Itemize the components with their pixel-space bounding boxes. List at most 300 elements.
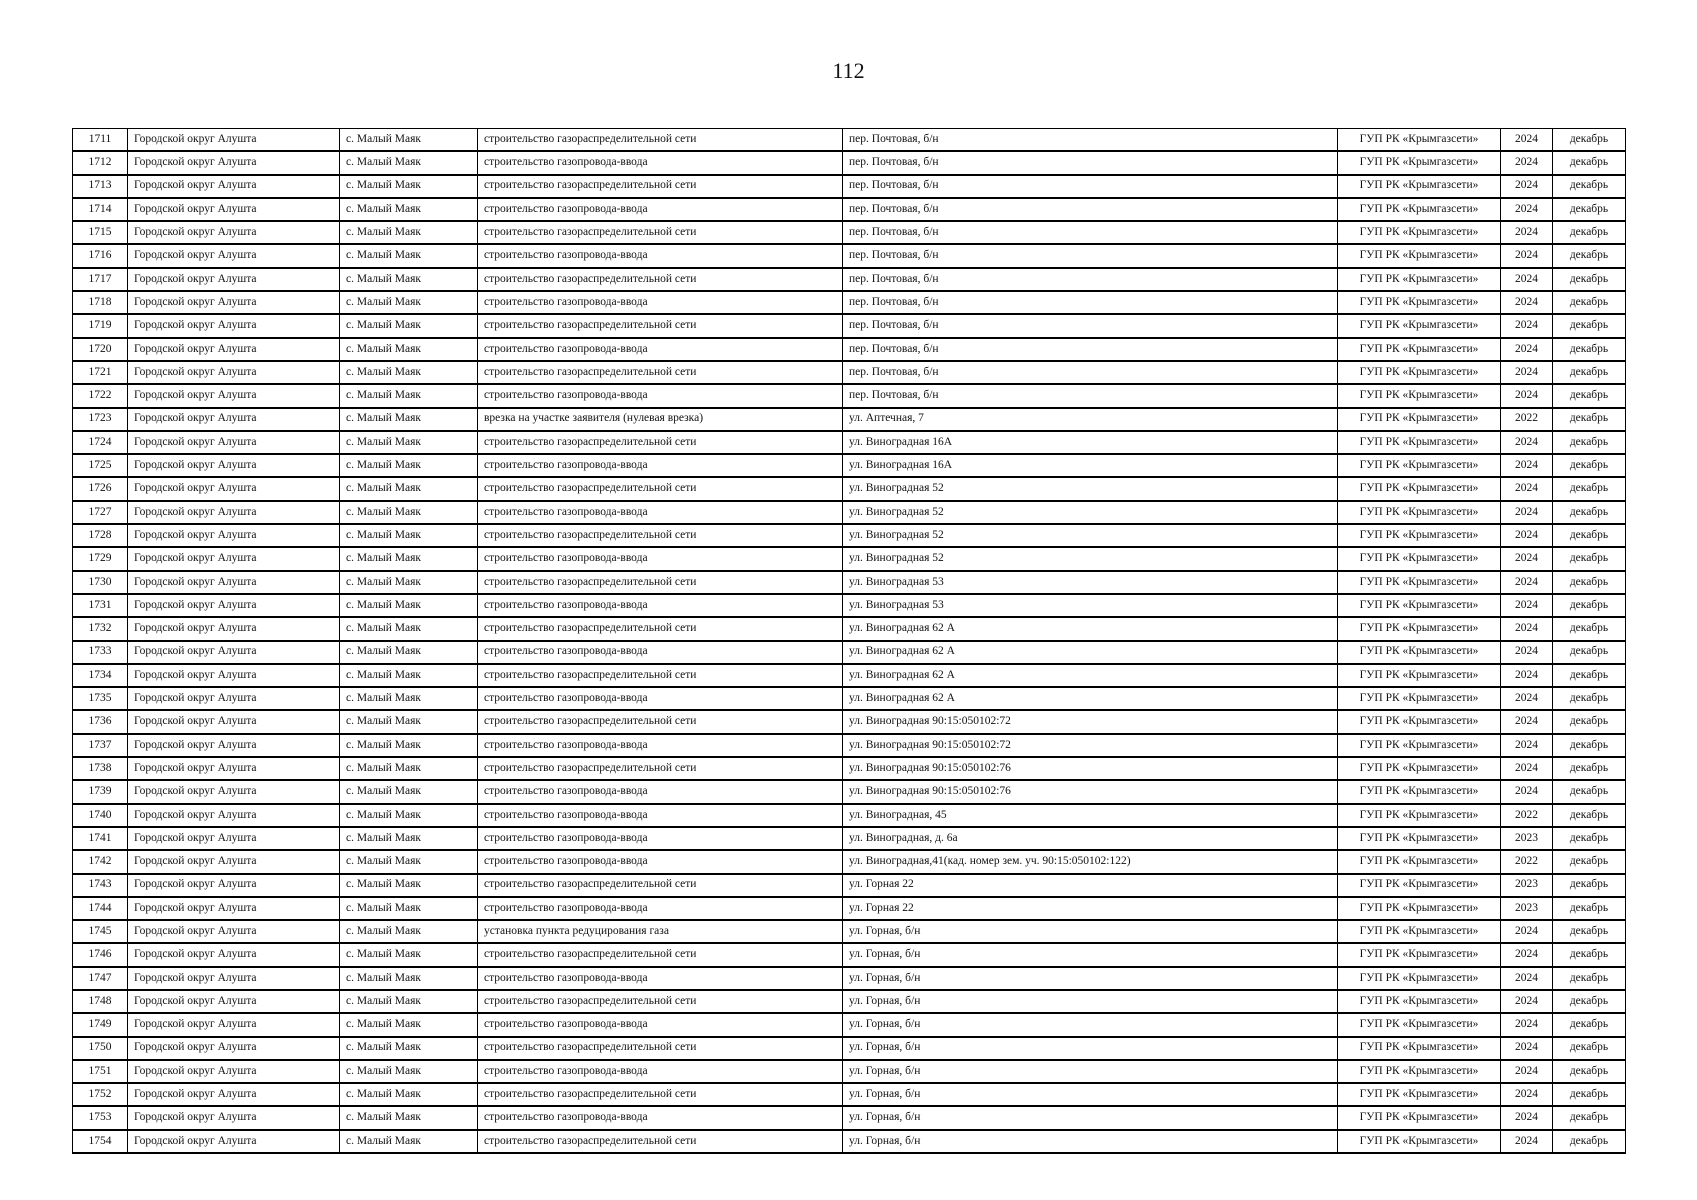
table-row xyxy=(73,757,1626,780)
table-row xyxy=(73,408,1626,431)
cell-work-type: строительство газопровода-ввода xyxy=(478,1060,843,1083)
cell-settlement: с. Малый Маяк xyxy=(340,1060,478,1083)
cell-municipality: Городской округ Алушта xyxy=(128,780,340,803)
cell-work-type: строительство газораспределительной сети xyxy=(478,431,843,454)
table-row xyxy=(73,594,1626,617)
cell-municipality: Городской округ Алушта xyxy=(128,198,340,221)
table-row xyxy=(73,524,1626,547)
cell-row-number: 1729 xyxy=(73,547,128,570)
table-row xyxy=(73,804,1626,827)
cell-year: 2024 xyxy=(1501,617,1553,640)
table-row xyxy=(73,734,1626,757)
cell-address: ул. Виноградная 62 А xyxy=(843,641,1338,664)
table-row xyxy=(73,244,1626,267)
cell-settlement: с. Малый Маяк xyxy=(340,501,478,524)
cell-month: декабрь xyxy=(1553,1083,1626,1106)
cell-row-number: 1742 xyxy=(73,850,128,873)
cell-organization: ГУП РК «Крымгазсети» xyxy=(1338,967,1501,990)
cell-year: 2024 xyxy=(1501,757,1553,780)
cell-row-number: 1713 xyxy=(73,175,128,198)
cell-work-type: строительство газопровода-ввода xyxy=(478,827,843,850)
cell-municipality: Городской округ Алушта xyxy=(128,431,340,454)
cell-municipality: Городской округ Алушта xyxy=(128,757,340,780)
cell-municipality: Городской округ Алушта xyxy=(128,920,340,943)
cell-settlement: с. Малый Маяк xyxy=(340,874,478,897)
cell-organization: ГУП РК «Крымгазсети» xyxy=(1338,175,1501,198)
cell-year: 2024 xyxy=(1501,338,1553,361)
cell-year: 2022 xyxy=(1501,804,1553,827)
cell-organization: ГУП РК «Крымгазсети» xyxy=(1338,547,1501,570)
cell-row-number: 1724 xyxy=(73,431,128,454)
cell-month: декабрь xyxy=(1553,1060,1626,1083)
table-row xyxy=(73,501,1626,524)
cell-settlement: с. Малый Маяк xyxy=(340,314,478,337)
cell-row-number: 1717 xyxy=(73,268,128,291)
cell-organization: ГУП РК «Крымгазсети» xyxy=(1338,1037,1501,1060)
cell-organization: ГУП РК «Крымгазсети» xyxy=(1338,710,1501,733)
cell-address: ул. Горная, б/н xyxy=(843,1130,1338,1153)
table-row xyxy=(73,827,1626,850)
cell-month: декабрь xyxy=(1553,687,1626,710)
cell-work-type: строительство газопровода-ввода xyxy=(478,780,843,803)
cell-organization: ГУП РК «Крымгазсети» xyxy=(1338,338,1501,361)
cell-row-number: 1746 xyxy=(73,943,128,966)
cell-address: ул. Горная, б/н xyxy=(843,1106,1338,1129)
cell-address: ул. Виноградная 53 xyxy=(843,571,1338,594)
cell-address: ул. Горная, б/н xyxy=(843,920,1338,943)
cell-month: декабрь xyxy=(1553,943,1626,966)
cell-year: 2024 xyxy=(1501,361,1553,384)
cell-settlement: с. Малый Маяк xyxy=(340,967,478,990)
cell-municipality: Городской округ Алушта xyxy=(128,874,340,897)
cell-row-number: 1730 xyxy=(73,571,128,594)
cell-month: декабрь xyxy=(1553,757,1626,780)
cell-work-type: строительство газораспределительной сети xyxy=(478,664,843,687)
cell-settlement: с. Малый Маяк xyxy=(340,1083,478,1106)
cell-row-number: 1735 xyxy=(73,687,128,710)
table-row xyxy=(73,454,1626,477)
cell-organization: ГУП РК «Крымгазсети» xyxy=(1338,314,1501,337)
cell-month: декабрь xyxy=(1553,850,1626,873)
registry-body xyxy=(73,129,1626,1154)
cell-work-type: строительство газопровода-ввода xyxy=(478,454,843,477)
cell-row-number: 1739 xyxy=(73,780,128,803)
cell-month: декабрь xyxy=(1553,221,1626,244)
cell-organization: ГУП РК «Крымгазсети» xyxy=(1338,477,1501,500)
cell-organization: ГУП РК «Крымгазсети» xyxy=(1338,268,1501,291)
table-row xyxy=(73,920,1626,943)
cell-month: декабрь xyxy=(1553,431,1626,454)
cell-municipality: Городской округ Алушта xyxy=(128,664,340,687)
table-row xyxy=(73,477,1626,500)
cell-row-number: 1754 xyxy=(73,1130,128,1153)
cell-organization: ГУП РК «Крымгазсети» xyxy=(1338,501,1501,524)
table-row xyxy=(73,874,1626,897)
cell-settlement: с. Малый Маяк xyxy=(340,943,478,966)
cell-month: декабрь xyxy=(1553,547,1626,570)
cell-address: ул. Горная, б/н xyxy=(843,967,1338,990)
cell-year: 2024 xyxy=(1501,129,1553,152)
table-row xyxy=(73,129,1626,152)
cell-address: ул. Виноградная 62 А xyxy=(843,617,1338,640)
cell-municipality: Городской округ Алушта xyxy=(128,594,340,617)
cell-organization: ГУП РК «Крымгазсети» xyxy=(1338,454,1501,477)
cell-row-number: 1738 xyxy=(73,757,128,780)
cell-year: 2024 xyxy=(1501,524,1553,547)
cell-municipality: Городской округ Алушта xyxy=(128,384,340,407)
cell-work-type: строительство газопровода-ввода xyxy=(478,641,843,664)
cell-row-number: 1737 xyxy=(73,734,128,757)
cell-row-number: 1712 xyxy=(73,151,128,174)
cell-settlement: с. Малый Маяк xyxy=(340,454,478,477)
cell-month: декабрь xyxy=(1553,454,1626,477)
cell-settlement: с. Малый Маяк xyxy=(340,804,478,827)
cell-row-number: 1727 xyxy=(73,501,128,524)
cell-year: 2024 xyxy=(1501,547,1553,570)
cell-row-number: 1718 xyxy=(73,291,128,314)
table-row xyxy=(73,151,1626,174)
cell-organization: ГУП РК «Крымгазсети» xyxy=(1338,291,1501,314)
cell-address: ул. Виноградная 52 xyxy=(843,547,1338,570)
cell-organization: ГУП РК «Крымгазсети» xyxy=(1338,571,1501,594)
cell-organization: ГУП РК «Крымгазсети» xyxy=(1338,780,1501,803)
cell-work-type: строительство газораспределительной сети xyxy=(478,617,843,640)
cell-work-type: установка пункта редуцирования газа xyxy=(478,920,843,943)
cell-settlement: с. Малый Маяк xyxy=(340,990,478,1013)
cell-municipality: Городской округ Алушта xyxy=(128,338,340,361)
cell-row-number: 1736 xyxy=(73,710,128,733)
table-row xyxy=(73,571,1626,594)
cell-year: 2024 xyxy=(1501,641,1553,664)
table-row xyxy=(73,967,1626,990)
cell-settlement: с. Малый Маяк xyxy=(340,850,478,873)
cell-address: ул. Виноградная 53 xyxy=(843,594,1338,617)
table-row xyxy=(73,384,1626,407)
cell-year: 2024 xyxy=(1501,594,1553,617)
table-row xyxy=(73,641,1626,664)
cell-month: декабрь xyxy=(1553,1013,1626,1036)
cell-row-number: 1743 xyxy=(73,874,128,897)
cell-year: 2024 xyxy=(1501,198,1553,221)
cell-organization: ГУП РК «Крымгазсети» xyxy=(1338,943,1501,966)
cell-row-number: 1741 xyxy=(73,827,128,850)
cell-month: декабрь xyxy=(1553,314,1626,337)
cell-row-number: 1714 xyxy=(73,198,128,221)
cell-month: декабрь xyxy=(1553,408,1626,431)
cell-organization: ГУП РК «Крымгазсети» xyxy=(1338,221,1501,244)
table-row xyxy=(73,617,1626,640)
cell-organization: ГУП РК «Крымгазсети» xyxy=(1338,384,1501,407)
cell-row-number: 1726 xyxy=(73,477,128,500)
cell-address: пер. Почтовая, б/н xyxy=(843,291,1338,314)
cell-settlement: с. Малый Маяк xyxy=(340,1013,478,1036)
cell-settlement: с. Малый Маяк xyxy=(340,244,478,267)
table-row xyxy=(73,1083,1626,1106)
cell-work-type: строительство газопровода-ввода xyxy=(478,291,843,314)
cell-year: 2022 xyxy=(1501,408,1553,431)
cell-address: ул. Виноградная 90:15:050102:76 xyxy=(843,780,1338,803)
cell-address: пер. Почтовая, б/н xyxy=(843,221,1338,244)
cell-row-number: 1733 xyxy=(73,641,128,664)
cell-organization: ГУП РК «Крымгазсети» xyxy=(1338,827,1501,850)
cell-year: 2024 xyxy=(1501,943,1553,966)
cell-month: декабрь xyxy=(1553,1130,1626,1153)
cell-work-type: строительство газораспределительной сети xyxy=(478,990,843,1013)
cell-row-number: 1716 xyxy=(73,244,128,267)
table-row xyxy=(73,780,1626,803)
cell-settlement: с. Малый Маяк xyxy=(340,710,478,733)
cell-settlement: с. Малый Маяк xyxy=(340,431,478,454)
table-row xyxy=(73,221,1626,244)
cell-row-number: 1751 xyxy=(73,1060,128,1083)
cell-organization: ГУП РК «Крымгазсети» xyxy=(1338,129,1501,152)
cell-address: ул. Виноградная 90:15:050102:72 xyxy=(843,710,1338,733)
cell-year: 2024 xyxy=(1501,734,1553,757)
cell-year: 2024 xyxy=(1501,1130,1553,1153)
cell-month: декабрь xyxy=(1553,734,1626,757)
cell-month: декабрь xyxy=(1553,1106,1626,1129)
cell-year: 2023 xyxy=(1501,874,1553,897)
cell-month: декабрь xyxy=(1553,151,1626,174)
cell-row-number: 1740 xyxy=(73,804,128,827)
cell-municipality: Городской округ Алушта xyxy=(128,804,340,827)
cell-municipality: Городской округ Алушта xyxy=(128,501,340,524)
cell-municipality: Городской округ Алушта xyxy=(128,151,340,174)
cell-settlement: с. Малый Маяк xyxy=(340,175,478,198)
cell-work-type: строительство газораспределительной сети xyxy=(478,757,843,780)
cell-organization: ГУП РК «Крымгазсети» xyxy=(1338,1106,1501,1129)
cell-municipality: Городской округ Алушта xyxy=(128,641,340,664)
cell-year: 2024 xyxy=(1501,664,1553,687)
cell-organization: ГУП РК «Крымгазсети» xyxy=(1338,1060,1501,1083)
cell-month: декабрь xyxy=(1553,129,1626,152)
cell-year: 2024 xyxy=(1501,990,1553,1013)
cell-year: 2024 xyxy=(1501,151,1553,174)
cell-month: декабрь xyxy=(1553,198,1626,221)
cell-month: декабрь xyxy=(1553,780,1626,803)
cell-settlement: с. Малый Маяк xyxy=(340,477,478,500)
cell-row-number: 1734 xyxy=(73,664,128,687)
cell-municipality: Городской округ Алушта xyxy=(128,687,340,710)
cell-row-number: 1745 xyxy=(73,920,128,943)
cell-year: 2024 xyxy=(1501,967,1553,990)
cell-organization: ГУП РК «Крымгазсети» xyxy=(1338,151,1501,174)
table-row xyxy=(73,897,1626,920)
cell-municipality: Городской округ Алушта xyxy=(128,967,340,990)
cell-organization: ГУП РК «Крымгазсети» xyxy=(1338,897,1501,920)
cell-municipality: Городской округ Алушта xyxy=(128,943,340,966)
cell-municipality: Городской округ Алушта xyxy=(128,1083,340,1106)
cell-settlement: с. Малый Маяк xyxy=(340,151,478,174)
cell-work-type: строительство газопровода-ввода xyxy=(478,198,843,221)
cell-year: 2024 xyxy=(1501,431,1553,454)
cell-settlement: с. Малый Маяк xyxy=(340,571,478,594)
cell-organization: ГУП РК «Крымгазсети» xyxy=(1338,198,1501,221)
cell-address: ул. Горная, б/н xyxy=(843,1013,1338,1036)
table-row xyxy=(73,664,1626,687)
cell-municipality: Городской округ Алушта xyxy=(128,1037,340,1060)
cell-work-type: строительство газораспределительной сети xyxy=(478,943,843,966)
cell-settlement: с. Малый Маяк xyxy=(340,594,478,617)
cell-organization: ГУП РК «Крымгазсети» xyxy=(1338,1083,1501,1106)
cell-row-number: 1752 xyxy=(73,1083,128,1106)
page-number: 112 xyxy=(832,58,865,83)
cell-address: пер. Почтовая, б/н xyxy=(843,244,1338,267)
cell-month: декабрь xyxy=(1553,920,1626,943)
cell-month: декабрь xyxy=(1553,268,1626,291)
table-row xyxy=(73,990,1626,1013)
cell-municipality: Городской округ Алушта xyxy=(128,268,340,291)
cell-address: ул. Горная, б/н xyxy=(843,990,1338,1013)
cell-municipality: Городской округ Алушта xyxy=(128,571,340,594)
cell-work-type: строительство газопровода-ввода xyxy=(478,1106,843,1129)
cell-row-number: 1753 xyxy=(73,1106,128,1129)
cell-row-number: 1731 xyxy=(73,594,128,617)
cell-address: ул. Виноградная 90:15:050102:76 xyxy=(843,757,1338,780)
cell-address: пер. Почтовая, б/н xyxy=(843,198,1338,221)
cell-work-type: строительство газораспределительной сети xyxy=(478,710,843,733)
cell-settlement: с. Малый Маяк xyxy=(340,291,478,314)
cell-work-type: строительство газораспределительной сети xyxy=(478,571,843,594)
cell-row-number: 1728 xyxy=(73,524,128,547)
cell-year: 2024 xyxy=(1501,920,1553,943)
table-row xyxy=(73,175,1626,198)
cell-address: ул. Виноградная 62 А xyxy=(843,687,1338,710)
cell-organization: ГУП РК «Крымгазсети» xyxy=(1338,617,1501,640)
cell-settlement: с. Малый Маяк xyxy=(340,1130,478,1153)
cell-year: 2024 xyxy=(1501,1037,1553,1060)
cell-work-type: строительство газопровода-ввода xyxy=(478,384,843,407)
cell-month: декабрь xyxy=(1553,175,1626,198)
cell-year: 2024 xyxy=(1501,571,1553,594)
cell-settlement: с. Малый Маяк xyxy=(340,780,478,803)
cell-municipality: Городской округ Алушта xyxy=(128,547,340,570)
cell-settlement: с. Малый Маяк xyxy=(340,198,478,221)
cell-municipality: Городской округ Алушта xyxy=(128,734,340,757)
cell-municipality: Городской округ Алушта xyxy=(128,990,340,1013)
cell-address: ул. Виноградная 52 xyxy=(843,524,1338,547)
cell-organization: ГУП РК «Крымгазсети» xyxy=(1338,804,1501,827)
cell-address: ул. Горная 22 xyxy=(843,874,1338,897)
cell-address: ул. Виноградная 16А xyxy=(843,431,1338,454)
cell-address: ул. Виноградная 16А xyxy=(843,454,1338,477)
cell-address: пер. Почтовая, б/н xyxy=(843,338,1338,361)
cell-month: декабрь xyxy=(1553,990,1626,1013)
cell-organization: ГУП РК «Крымгазсети» xyxy=(1338,920,1501,943)
cell-organization: ГУП РК «Крымгазсети» xyxy=(1338,431,1501,454)
cell-work-type: строительство газопровода-ввода xyxy=(478,244,843,267)
cell-address: ул. Виноградная, 45 xyxy=(843,804,1338,827)
cell-work-type: строительство газопровода-ввода xyxy=(478,1013,843,1036)
cell-organization: ГУП РК «Крымгазсети» xyxy=(1338,641,1501,664)
cell-settlement: с. Малый Маяк xyxy=(340,221,478,244)
cell-municipality: Городской округ Алушта xyxy=(128,897,340,920)
cell-work-type: строительство газораспределительной сети xyxy=(478,314,843,337)
cell-organization: ГУП РК «Крымгазсети» xyxy=(1338,524,1501,547)
cell-municipality: Городской округ Алушта xyxy=(128,361,340,384)
cell-month: декабрь xyxy=(1553,384,1626,407)
cell-municipality: Городской округ Алушта xyxy=(128,617,340,640)
table-row xyxy=(73,338,1626,361)
cell-month: декабрь xyxy=(1553,664,1626,687)
cell-address: ул. Виноградная, д. 6а xyxy=(843,827,1338,850)
cell-settlement: с. Малый Маяк xyxy=(340,664,478,687)
cell-municipality: Городской округ Алушта xyxy=(128,827,340,850)
cell-settlement: с. Малый Маяк xyxy=(340,897,478,920)
cell-row-number: 1749 xyxy=(73,1013,128,1036)
cell-work-type: строительство газораспределительной сети xyxy=(478,1037,843,1060)
cell-organization: ГУП РК «Крымгазсети» xyxy=(1338,850,1501,873)
table-row xyxy=(73,710,1626,733)
cell-work-type: строительство газораспределительной сети xyxy=(478,874,843,897)
cell-address: пер. Почтовая, б/н xyxy=(843,175,1338,198)
cell-settlement: с. Малый Маяк xyxy=(340,547,478,570)
cell-municipality: Городской округ Алушта xyxy=(128,710,340,733)
cell-municipality: Городской округ Алушта xyxy=(128,244,340,267)
cell-address: пер. Почтовая, б/н xyxy=(843,314,1338,337)
table-row xyxy=(73,291,1626,314)
cell-work-type: строительство газораспределительной сети xyxy=(478,361,843,384)
cell-municipality: Городской округ Алушта xyxy=(128,221,340,244)
cell-work-type: строительство газопровода-ввода xyxy=(478,967,843,990)
cell-settlement: с. Малый Маяк xyxy=(340,268,478,291)
cell-month: декабрь xyxy=(1553,477,1626,500)
cell-year: 2024 xyxy=(1501,175,1553,198)
table-row xyxy=(73,850,1626,873)
cell-year: 2024 xyxy=(1501,291,1553,314)
cell-settlement: с. Малый Маяк xyxy=(340,757,478,780)
cell-organization: ГУП РК «Крымгазсети» xyxy=(1338,874,1501,897)
cell-work-type: строительство газопровода-ввода xyxy=(478,151,843,174)
cell-settlement: с. Малый Маяк xyxy=(340,827,478,850)
cell-organization: ГУП РК «Крымгазсети» xyxy=(1338,687,1501,710)
cell-work-type: строительство газораспределительной сети xyxy=(478,268,843,291)
cell-year: 2024 xyxy=(1501,477,1553,500)
cell-address: ул. Горная, б/н xyxy=(843,1037,1338,1060)
cell-settlement: с. Малый Маяк xyxy=(340,920,478,943)
cell-municipality: Городской округ Алушта xyxy=(128,408,340,431)
cell-row-number: 1725 xyxy=(73,454,128,477)
cell-address: ул. Виноградная 90:15:050102:72 xyxy=(843,734,1338,757)
cell-month: декабрь xyxy=(1553,1037,1626,1060)
table-row xyxy=(73,314,1626,337)
cell-row-number: 1747 xyxy=(73,967,128,990)
cell-address: ул. Горная, б/н xyxy=(843,943,1338,966)
cell-address: ул. Виноградная 52 xyxy=(843,501,1338,524)
cell-settlement: с. Малый Маяк xyxy=(340,617,478,640)
cell-settlement: с. Малый Маяк xyxy=(340,687,478,710)
cell-address: ул. Аптечная, 7 xyxy=(843,408,1338,431)
cell-organization: ГУП РК «Крымгазсети» xyxy=(1338,734,1501,757)
cell-work-type: строительство газопровода-ввода xyxy=(478,734,843,757)
cell-work-type: врезка на участке заявителя (нулевая врезка) xyxy=(478,408,843,431)
cell-month: декабрь xyxy=(1553,244,1626,267)
cell-year: 2024 xyxy=(1501,710,1553,733)
cell-municipality: Городской округ Алушта xyxy=(128,291,340,314)
cell-month: декабрь xyxy=(1553,571,1626,594)
cell-year: 2022 xyxy=(1501,850,1553,873)
table-row xyxy=(73,1130,1626,1153)
cell-row-number: 1748 xyxy=(73,990,128,1013)
cell-settlement: с. Малый Маяк xyxy=(340,641,478,664)
cell-month: декабрь xyxy=(1553,291,1626,314)
cell-organization: ГУП РК «Крымгазсети» xyxy=(1338,1013,1501,1036)
cell-organization: ГУП РК «Крымгазсети» xyxy=(1338,408,1501,431)
cell-row-number: 1711 xyxy=(73,129,128,152)
cell-address: пер. Почтовая, б/н xyxy=(843,129,1338,152)
cell-year: 2024 xyxy=(1501,221,1553,244)
cell-organization: ГУП РК «Крымгазсети» xyxy=(1338,990,1501,1013)
